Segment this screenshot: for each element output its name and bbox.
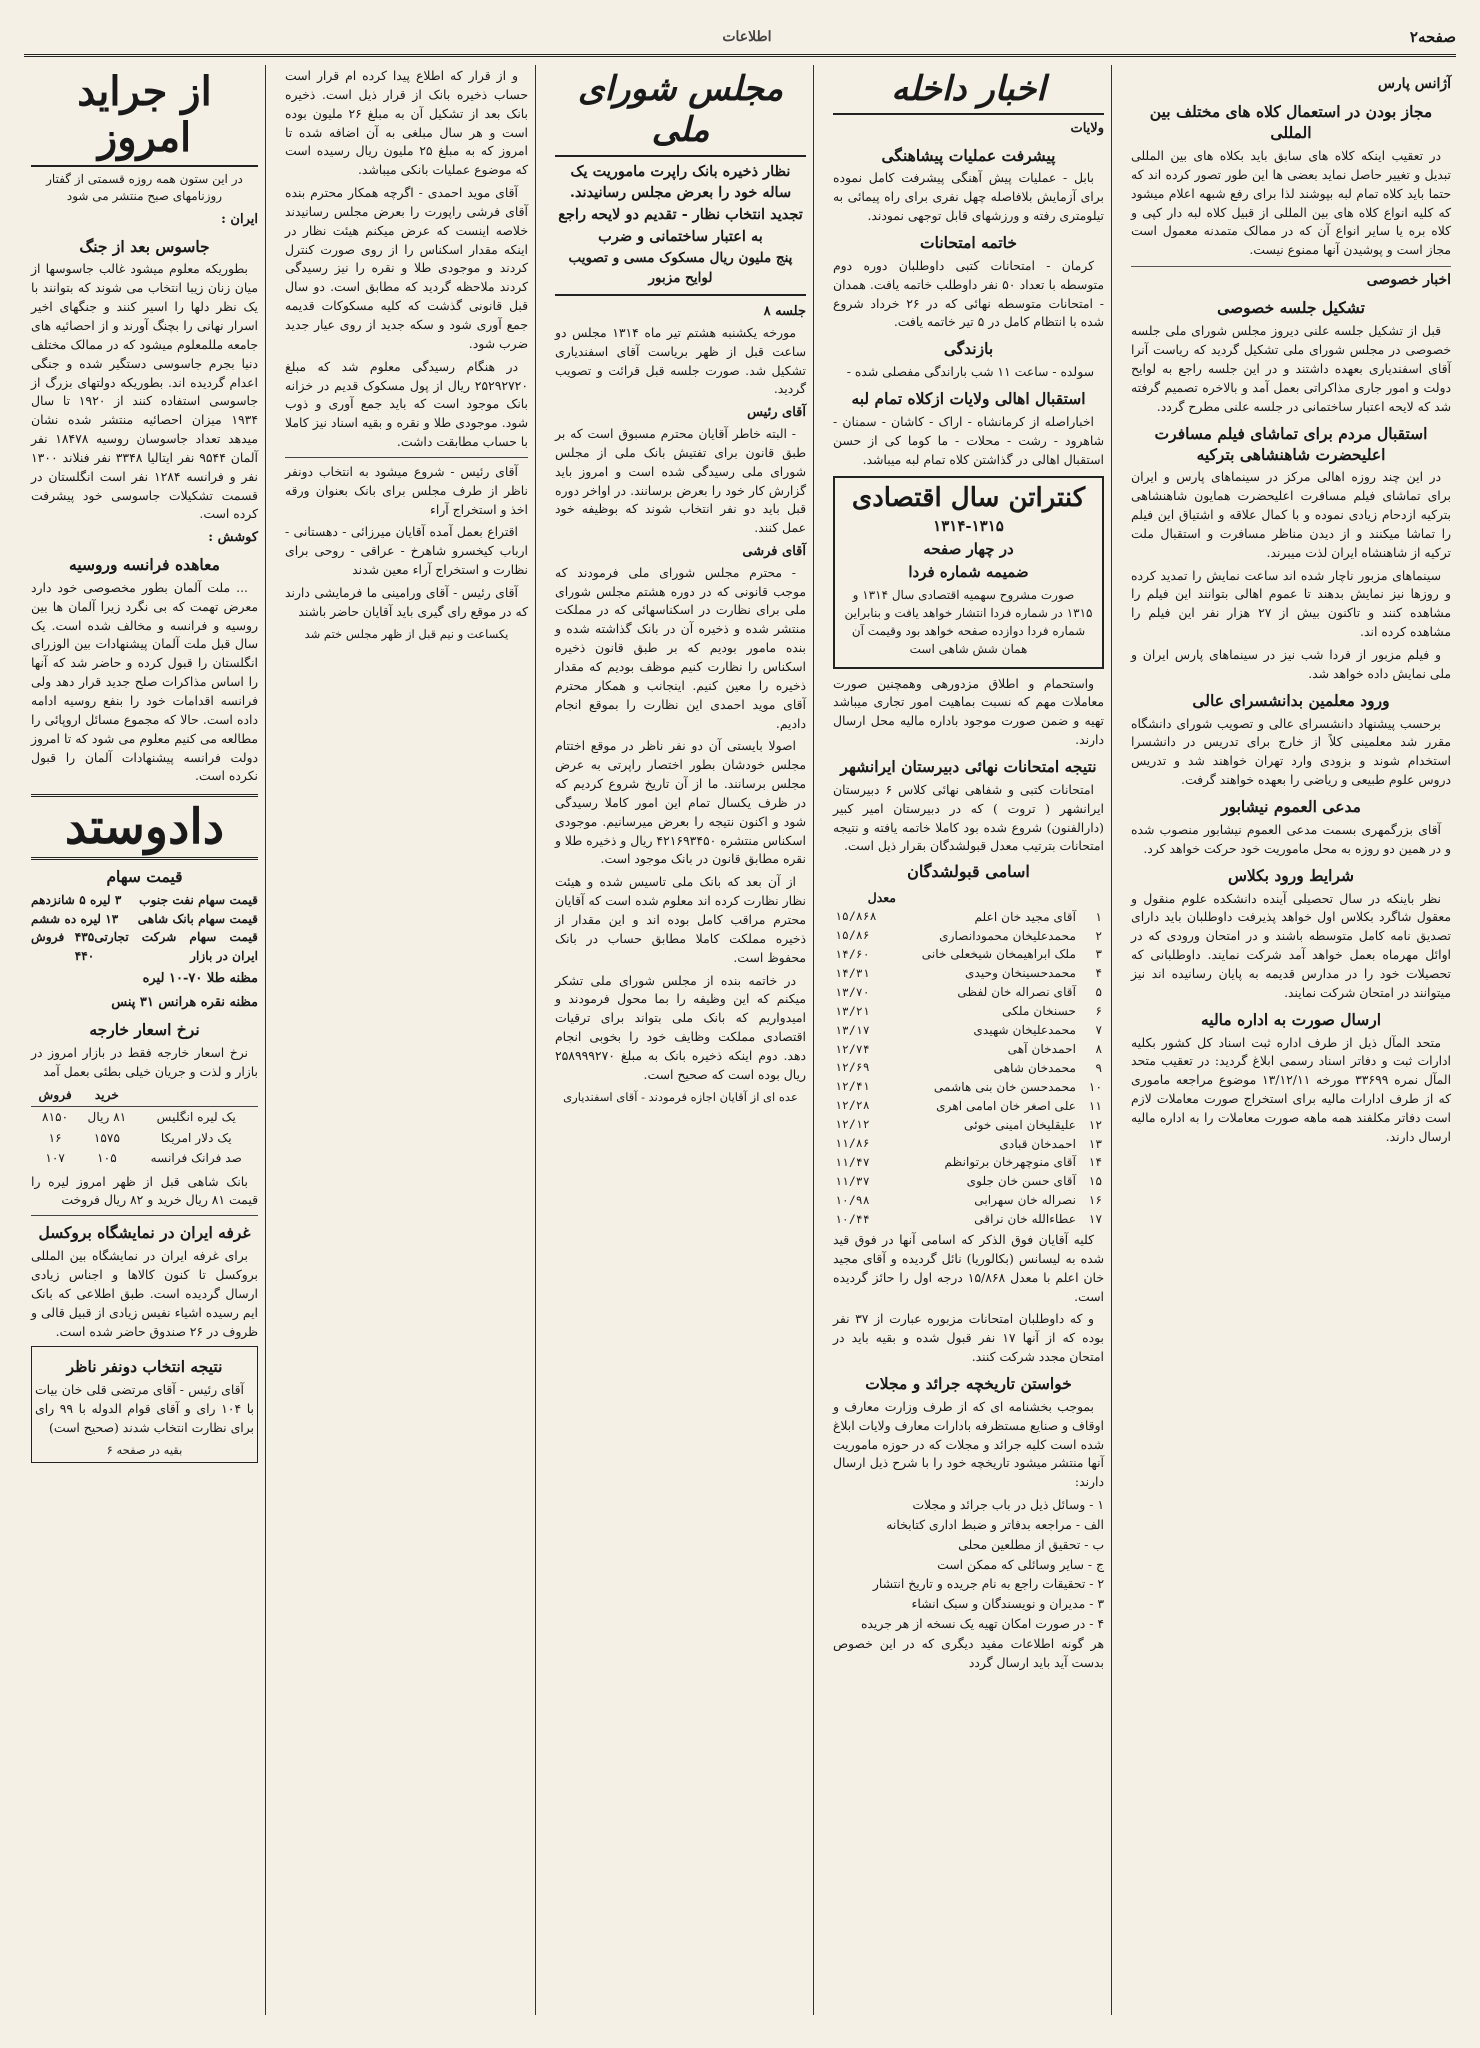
pars-head-teachers: ورود معلمین بدانشسرای عالی [1192,690,1390,710]
winner-number: ۷ [1095,1023,1102,1038]
winner-score: ۱۳/۱۷ [835,1022,870,1037]
dadosetad-banner: دادوستد [31,794,258,860]
page-header-bar [24,20,1456,57]
winner-score: ۱۳/۷۰ [835,984,870,999]
winner-name: احمدخان قبادی [999,1136,1076,1151]
majlis2-body-a: و از قرار که اطلاع پیدا کرده ام قرار است حساب ذخیره بانک از قرار ذیل است. ذخیره بانک بعد از تشکیل آن به مبلغ ۲۶ ملیون بوده است و هر سال مبلغی به آن اضافه شده تا امروز که به مبلغ ۲۵ ملیون ریال رسیده است که موضوع عملیات بانکی میباشد. [285,68,528,178]
journal-items [833,1496,1104,1673]
fx-cell: ۱۰۵ [97,1151,117,1166]
stock-row [31,891,258,910]
winner-score: ۱۲/۱۲ [835,1117,870,1132]
journal-item: ۴ - در صورت امکان تهیه یک نسخه از هر جریده [860,1616,1104,1632]
winner-name: آقای حسن خان جلوی [966,1174,1076,1189]
majlis2-body-d: آقای رئیس - شروع میشود به انتخاب دونفر ناظر از طرف مجلس برای بانک بعنوان ورقه اخذ و استخراج آراء [285,463,528,517]
majlis-body-f: در خاتمه بنده از مجلس شورای ملی تشکر میکنم که این وظیفه را بما محول فرمودند و امیدواریم که بانک ملی بتواند برای ترقیات اقتصادی مملکت وظایف خود را بخوبی انجام دهد. دوم اینکه ذخیره بانک به مبلغ ۲۵۸۹۹۹۲۷۰ ریال بوده است که صحیح است. [555,972,806,1082]
winner-score: ۱۰/۴۴ [835,1211,870,1226]
winners-header-row [833,887,1104,908]
winner-row [833,1040,1104,1059]
bank-note: بانک شاهی قبل از ظهر امروز لیره را قیمت ۸۱ ریال خرید و ۸۲ ریال فروخت [31,1173,258,1208]
vilayat-head-rain: بازندگی [943,339,994,359]
budget-box-sub2: ضمیمه شماره فردا [908,562,1029,581]
stock-value: ۱۳ لیره ده ششم [31,911,119,926]
column-pars [1124,65,1458,2015]
winner-row [833,1059,1104,1078]
journal-item: ۱ - وسائل ذیل در باب جرائد و مجلات [912,1497,1104,1513]
winners-title: اسامی قبولشدگان [907,862,1030,882]
fx-table [31,1085,258,1168]
winner-name: نصراله خان سهرابی [974,1193,1076,1208]
winner-number: ۶ [1095,1004,1102,1019]
winner-score: ۱۴/۳۱ [835,965,870,980]
majlis-body-d: اصولا بایستی آن دو نفر ناظر در موقع اختتام مجلس خودشان بطور اختصار راپرتی به عرض مجلس برسانند. ما از آن تاریخ شروع کردیم که در ظرف یکسال تمام این امور کاملا رسیدگی شود و اکنون نتیجه را بعرض میرسانیم. موجودی اسکناس منتشره ۴۲۱۶۹۳۴۵۰ ریال و ذخیره طلا و نقره مطابق قانون در بانک موجود است. [555,738,807,867]
divider [555,294,806,296]
budget-box-sub: در چهار صفحه [923,540,1014,559]
winner-number: ۱ [1095,909,1102,924]
winner-name: علیقلیخان امینی خوئی [964,1117,1076,1132]
winner-score: ۱۲/۲۸ [835,1098,870,1113]
winner-number: ۱۴ [1088,1155,1102,1170]
winner-number: ۱۷ [1088,1212,1102,1227]
stocks-title: قیمت سهام [106,867,183,887]
pars-head-prosecutor: مدعی العموم نیشابور [1221,797,1361,816]
winner-score: ۱۱/۴۷ [835,1154,870,1169]
continued-note: بقیه در صفحه ۶ [106,1442,183,1457]
majlis-title: مجلس شورای ملی [555,69,806,157]
winner-number: ۱۶ [1088,1193,1102,1208]
budget-box [833,476,1104,669]
winner-number: ۱۵ [1088,1174,1102,1189]
vilayat-body-journals: بموجب بخشنامه ای که از طرف وزارت معارف و اوقاف و صنایع مستظرفه بادارات معارف ولایات ابلاغ شده است کلیه جرائد و مجلات که در حوزه ماموریت آنها منتشر میشود تاریخچه خود را با شرح ذیل ارسال دارند: [833,1398,1104,1490]
gold-price: مظنه طلا ۷۰-۱۰ لیره [142,971,258,987]
winner-number: ۵ [1095,985,1102,1000]
stock-value: ۳ لیره ۵ شانزدهم [31,893,122,908]
winner-score: ۱۰/۹۸ [835,1192,870,1207]
vilayat-body-candidates: و که داوطلبان امتحانات مزبوره عبارت از ۳۷ نفر بوده که از آنها ۱۷ نفر قبول شده و بقیه باید در امتحان مجدد شرکت کنند. [833,1311,1104,1365]
fx-header-cell: فروش [31,1085,79,1106]
vilayat-head-iranshahr: نتیجه امتحانات نهائی دبیرستان ایرانشهر [840,757,1097,777]
jaraed-source-iran: ایران : [221,211,258,227]
overseers-body: آقای رئیس - آقای مرتضی قلی خان بیات با ۱۰۴ رای و آقای قوام الدوله با ۹۹ رای برای نظارت انتخاب شدند (صحیح است) [35,1382,254,1436]
vilayat-body-iranshahr: امتحانات کتبی و شفاهی نهائی کلاس ۶ دبیرستان ایرانشهر ( تروت ) که در دبیرستان امیر کبیر (دارالفنون) شروع شده بود کاملا خاتمه یافته و نتیجه امتحانات بترتیب معدل قبولشدگان بقرار ذیل است. [833,781,1104,854]
pars-head-finance: ارسال صورت به اداره مالیه [1200,1009,1382,1029]
winner-number: ۱۲ [1088,1117,1102,1132]
vilayat-head-hats: استقبال اهالی ولایات ازکلاه تمام لبه [851,389,1086,409]
stock-name: قیمت سهام نفت جنوب [139,893,258,908]
stocks-list [31,891,258,965]
winner-row [833,1191,1104,1210]
fx-header-cell [135,1085,258,1106]
fx-cell: یک لیره انگلیس [156,1109,236,1124]
column-majlis-1 [548,65,814,2015]
winner-number: ۲ [1095,928,1102,943]
pars-body-film-1: در این چند روزه اهالی مرکز در سینماهای پارس و ایران برای تماشای فیلم مسافرت اعلیحضرت همایون شاهنشاهی بترکیه ازدحام زیادی نموده و با کمال علاقه و اشتیاق این فیلم را تماشا میکنند و از دیدن مناظر مسافرت و استقبال ملت ترکیه از شاهنشاه ایران لذت میبرند. [1131,469,1451,560]
winner-number: ۴ [1095,966,1102,981]
winner-score: ۱۵/۸۶۸ [835,909,877,924]
column-jaraed [24,65,266,2015]
winner-name: محمدخان شاهی [993,1060,1076,1075]
stock-name: قیمت سهام بانک شاهی [137,911,258,926]
fx-cell: ۸۱۵۰ [42,1109,69,1124]
winner-name: محمدحسینخان وحیدی [964,966,1076,981]
winner-row [833,908,1104,927]
pars-head-class: شرایط ورود بکلاس [1227,865,1355,885]
budget-box-body: صورت مشروح سهمیه اقتصادی سال ۱۳۱۴ و ۱۳۱۵ در شماره فردا انتشار خواهد یافت و بنابراین شماره فردا دوازده صفحه خواهد بود وقیمت آن همان شش شاهی است [844,587,1093,657]
column-vilayat [826,65,1112,2015]
pars-agency: آژانس پارس [1377,76,1451,92]
stock-name: قیمت سهام شرکت تجارتی ایران در بازار [94,930,258,963]
majlis2-footer-note: یکساعت و نیم قبل از ظهر مجلس ختم شد [304,626,509,641]
winner-number: ۱۰ [1088,1079,1102,1094]
brussels-body: برای غرفه ایران در نمایشگاه بین المللی بروکسل تا کنون کالاها و اجناس زیادی ارسال گردیده است. طبق اطلاعی که بانک ایم رسیده اشیاء نفیس زیادی از قبیل قالی و ظروف در ۲۶ صندوق حاضر شده است. [31,1248,258,1339]
winners-body [833,908,1104,1229]
divider [285,457,528,458]
winner-name: عطاءالله خان نراقی [974,1212,1076,1227]
majlis-deck-line2: تجدید انتخاب نظار - تقدیم دو لایحه راجع به اعتبار ساختمانی و ضرب [558,206,803,245]
pars-body-film-3: و فیلم مزبور از فردا شب نیز در سینماهای پارس ایران و ملی نمایش داده خواهد شد. [1131,647,1451,681]
stock-value: ۴۳۵ فروش ۴۴۰ [31,930,95,963]
jaraed-body-spy: بطوریکه معلوم میشود غالب جاسوسها از میان زنان زیبا انتخاب می شوند که بتوانند با یک نظر دلها را اسیر کنند و جنگهای اخیر اسرار نهانی را بچنگ آورند و از احصائیه های جامعه مللمعلوم میشود که در ممالک مختلف دنیا بجرم جاسوسی دستگیر شده و جنگی اعدام گردیده اند. بطوریکه دولتهای بزرگ از جاسوسی استفاده کنند از ۱۹۲۰ تا سال ۱۹۳۴ میزان احصائیه منتشر شده نشان میدهد تعداد جاسوسان روسیه ۱۸۴۷۸ نفر آلمان ۹۵۴۴ نفر ایتالیا ۳۳۴۸ نفر فنلاند ۱۳۰۰ نفر و فرانسه ۱۲۸۴ نفر است انگلستان در قسمت تشکیلات جاسوسی خود پیشرفت کرده است. [31,261,258,522]
masthead-label: اطلاعات [722,29,772,45]
divider [31,1215,258,1216]
jaraed-head-spy: جاسوس بعد از جنگ [79,236,210,256]
jaraed-title: از جراید امروز [31,69,258,167]
pars-body-class: نظر باینکه در سال تحصیلی آینده دانشکده علوم منقول و معقول شاگرد بکلاس اول خواهد پذیرفت داوطلبان باید دارای تصدیق نامه کامل متوسطه باشند و در امتحان ورودی که در اوائل مهرماه بعمل خواهد آمد شرکت نمایند. داوطلبانی که تحصیلات خود را در مدارس قدیمه به پایان رسانیده اند نیز میتوانند در امتحان شرکت نمایند. [1131,890,1451,1000]
winner-score: ۱۲/۴۱ [835,1079,870,1094]
session-label: جلسه ۸ [763,304,806,320]
majlis-body-a: مورخه یکشنبه هشتم تیر ماه ۱۳۱۴ مجلس دو ساعت قبل از ظهر بریاست آقای اسفندیاری تشکیل شد. صورت جلسه قبل قرائت و تصویب گردید. [555,324,806,397]
vilayat-head-journals: خواستن تاریخچه جرائد و مجلات [865,1373,1072,1393]
fx-row [31,1148,258,1169]
journal-item: ج - سایر وسائلی که ممکن است [937,1556,1104,1572]
winner-name: محمدعلیخان شهیدی [973,1023,1076,1038]
winner-row [833,964,1104,983]
winner-score: ۱۱/۳۷ [835,1173,870,1188]
winner-name: حسنخان ملکی [1002,1004,1076,1019]
winner-score: ۱۲/۷۴ [835,1041,870,1056]
winner-row [833,1021,1104,1040]
journal-item: ۳ - مدیران و نویسندگان و سبک انشاء [911,1596,1104,1612]
overseers-title: نتیجه انتخاب دونفر ناظر [66,1357,223,1377]
winner-name: محمدحسن خان بنی هاشمی [933,1079,1076,1094]
winner-score: ۱۵/۸۶ [835,928,870,943]
winners-header-name [897,887,1078,908]
majlis-body-b: - البته خاطر آقایان محترم مسبوق است که بر طبق قانون برای تفتیش بانک ملی از مجلس شورای ملی رسیدگی شده است و امروز باید گزارش کار خود را بعرض برسانند. در اواخر دوره قبل باید دو نفر انتخاب شوند که بوظیفه خود عمل کنند. [555,425,806,536]
winner-number: ۱۳ [1088,1136,1102,1151]
majlis2-body-e: اقتراع بعمل آمده آقایان میرزائی - دهستانی - ارباب کیخسرو شاهرخ - عراقی - روحی برای نظارت و استخراج آراء معین شدند [285,524,528,578]
pars-section-private: اخبار خصوصی [1131,266,1451,291]
stock-row [31,928,258,965]
fx-cell: ۱۰۷ [45,1151,65,1166]
fx-cell: ۱۵۷۵ [93,1130,121,1145]
winner-name: آقای منوچهرخان برتوانظم [944,1155,1076,1170]
winner-number: ۱۱ [1088,1098,1102,1113]
pars-head-film: استقبال مردم برای تماشای فیلم مسافرت اعلیحضرت شاهنشاهی بترکیه [1154,423,1428,464]
speaker-2: آقای فرشی [742,544,806,560]
majlis-footer-note: عده ای از آقایان اجازه فرمودند - آقای اسفندیاری [563,1089,798,1104]
winners-header-num [1078,887,1104,908]
fx-cell: صد فرانک فرانسه [150,1151,243,1166]
vilayat-body-winners-note: کلیه آقایان فوق الذکر که اسامی آنها در فوق قید شده به لیسانس (بکالوریا) نائل گردیده و آقای مجید خان اعلم با معدل ۱۵/۸۶۸ درجه اول را حائز گردیده است. [833,1232,1104,1304]
journal-item: هر گونه اطلاعات مفید دیگری که در این خصوص بدست آید باید ارسال گردد [833,1635,1104,1670]
vilayat-body-hats: اخباراصله از کرمانشاه - اراک - کاشان - سمنان - شاهرود - رشت - محلات - ما کوما کی از حسن استقبال اهالی در گذاشتن کلاه تمام لبه میباشد. [833,413,1104,467]
winner-score: ۱۱/۸۶ [835,1136,870,1151]
fx-cell: یک دلار امریکا [160,1130,232,1145]
winner-row [833,983,1104,1002]
majlis2-body-b: آقای موید احمدی - اگرچه همکار محترم بنده آقای فرشی راپورت را بعرض مجلس رسانیدند خلاصه اینست که عرض میکنم هیئت نظار در اینکه مقدار اسکناس را از روی صورت کنترل کردند و موجودی طلا و نقره را نیز رسیدگی کردند ملاحظه گردید که مطابق است. دو سال قبل قانونی گذشت که کلیه مسکوکات قدیمه جمع آوری شود و سکه جدید از روی عیار جدید ضرب شود. [285,185,528,351]
winner-row [833,1172,1104,1191]
vilayat-head-scouts: پیشرفت عملیات پیشاهنگی [881,145,1056,165]
columns-grid [24,65,1456,2015]
winner-row [833,945,1104,964]
majlis-deck-line1: نظار ذخیره بانک راپرت ماموریت یک ساله خود را بعرض مجلس رسانیدند. [569,162,792,202]
majlis2-body-f: آقای رئیس - آقای ورامینی ما فرمایشی دارند که در موقع رای گیری باید آقایان حاضر باشند [285,584,528,619]
pars-body-session: قبل از تشکیل جلسه علنی دیروز مجلس شورای ملی جلسه خصوصی در مجلس شورای ملی تشکیل گردید که ریاست آنرا آقای اسفندیاری بعهده داشتند و در این جلسه راجع به لوایح دولت و امور جاری مذاکراتی بعمل آمد و بالاخره تصمیم گرفته شد که لایحه اعتبار ساختمانی در جلسه علنی مطرح گردد. [1131,323,1451,414]
journal-item: ب - تحقیق از مطلعین محلی [958,1536,1104,1552]
journal-item: الف - مراجعه بدفاتر و ضبط اداری کتابخانه [886,1516,1104,1532]
page-number: صفحه۲ [1409,28,1456,46]
winner-name: محمدعلیخان محمودانصاری [939,928,1076,943]
winners-table [833,887,1104,1229]
winner-score: ۱۳/۲۱ [835,1003,870,1018]
winner-score: ۱۲/۶۹ [835,1060,870,1075]
winner-row [833,1116,1104,1135]
winner-name: علی اصغر خان امامی اهری [936,1098,1076,1113]
fx-row [31,1128,258,1149]
pars-body-hats: در تعقیب اینکه کلاه های سابق باید بکلاه های بین المللی تبدیل و تغییر حاصل نماید بعضی ها این طور تصور کرده اند که حتما باید کلاه تمام لبه بپوشند لذا برای رفع شبهه اعلام میشود که کلیه انواع کلاه های بین المللی از قبیل کلاه لبه دار کپی و کلاه بره یا سایر انواع آن که در ممالک متمدنه معمول است مجاز است و پوشیدن آنها ممنوع نیست. [1131,148,1451,258]
pars-body-teachers: برحسب پیشنهاد دانشسرای عالی و تصویب شورای دانشگاه مقرر شد معلمینی کلاً از خارج برای تدریس در دانشسرا استخدام شوند و بزودی وارد تهران خواهند شد و تدریس دروس علوم طبیعی و ریاضی را بعهده خواهند گرفت. [1131,715,1451,788]
majlis2-body-c: در هنگام رسیدگی معلوم شد که مبلغ ۲۵۲۹۲۷۲۰ ریال از پول مسکوک قدیم در خزانه بانک موجود است که باید جمع آوری و ذوب شود. موجودی طلا و نقره و بقیه اسناد نیز کاملا با حساب مطابقت داشت. [285,358,528,450]
fx-row [31,1106,258,1127]
journal-item: ۲ - تحقیقات راجع به نام جریده و تاریخ انتشار [872,1576,1104,1592]
winners-header-score: معدل [867,889,896,905]
fx-note: نرخ اسعار خارجه فقط در بازار امروز در بازار و لذت و جریان خیلی بطئی بعمل آمد [31,1044,258,1079]
vilayat-body-scouts: بابل - عملیات پیش آهنگی پیشرفت کامل نموده برای آزمایش بلافاصله چهل نفری برای راه پیمائی به تیلومتری رفته و ورزشهای قابل توجهی نمودند. [833,170,1104,224]
winner-row [833,927,1104,946]
majlis-body-e: از آن بعد که بانک ملی تاسیس شده و هیئت نظار نظارت کرده اند معلوم شده است که آقایان محترم مراقب کامل بوده اند و این مقدار از ذخیره مملکت کاملا مطابق حساب در بانک محفوظ است. [555,874,806,965]
budget-box-title: کنتراتن سال اقتصادی [851,482,1086,513]
fx-header-row [31,1085,258,1106]
winner-row [833,1097,1104,1116]
akhbar-title: اخبار داخله [833,69,1104,115]
brussels-head: غرفه ایران در نمایشگاه بروکسل [38,1223,251,1243]
majlis-deck-line3: پنج ملیون ریال مسکوک مسی و تصویب لوایح مزبور [568,249,793,286]
winner-name: آقای نصراله خان لفظی [957,985,1076,1000]
pars-body-film-2: سینماهای مزبور ناچار شده اند ساعت نمایش را تمدید کرده و روزها نیز نمایش بدهند تا عموم اهالی بتوانند این فیلم را مشاهده کنند و تاکنون بیش از ۲۷ هزار نفر این فیلم را مشاهده کرده اند. [1131,567,1452,640]
vilayat-body-trade: واستحمام و اطلاق مزدورهی وهمچنین صورت معاملات مهم که نسبت بماهیت امور تجاری میباشد تهیه و ضمن صورت موجود باداره مالیه محل ارسال دارند. [833,675,1104,748]
winner-name: احمدخان آهی [1007,1041,1076,1056]
pars-head-hats: مجاز بودن در استعمال کلاه های مختلف بین المللی [1149,102,1433,143]
budget-box-date: ۱۳۱۴-۱۳۱۵ [933,517,1004,536]
fx-title: نرخ اسعار خارجه [89,1019,200,1039]
winner-row [833,1153,1104,1172]
speaker-1: آقای رئیس [747,405,806,421]
jaraed-body-treaty: ... ملت آلمان بطور مخصوصی خود دارد معرض تهمت که بی نگرد زیرا آلمان ها بین روسیه و فرانسه و مخالف شده است. یک سال قبل ملت آلمان پیشنهادات بین الوزرای انگلستان را قبول کرده و حاضر شد که آنها را اساس مذاکرات صلح جدید قرار دهد ولی فرانسه اقدامات خود را بنفع روسیه ادامه داده است. حالا که مجموع مسائل اروپائی را مطالعه می کنیم معلوم می شود که تا امروز دولت فرانسه پیشنهادات آلمان را قبول نکرده است. [31,579,258,784]
column-majlis-2 [278,65,536,2015]
winner-name: آقای مجید خان اعلم [974,909,1076,924]
winner-row [833,1210,1104,1229]
jaraed-lede: در این ستون همه روزه قسمتی از گفتار روزنامهای صبح منتشر می شود [46,172,243,204]
winner-name: ملک ابراهیمخان شیخعلی خانی [921,947,1076,962]
silver-price: مظنه نقره هرانس ۳۱ پنس [111,995,258,1011]
winner-number: ۳ [1095,947,1102,962]
vilayat-body-exams: کرمان - امتحانات کتبی داوطلبان دوره دوم متوسطه با تعداد ۵۰ نفر داوطلب خاتمه یافت. همدان - امتحانات متوسطه نهائی که در ۲۶ خرداد شروع شده با انتظام کامل در ۵ تیر خاتمه یافت. [833,257,1104,330]
pars-head-session: تشکیل جلسه خصوصی [1217,298,1365,318]
vilayat-section: ولایات [1070,120,1104,136]
jaraed-head-treaty: معاهده فرانسه وروسیه [69,555,220,575]
winner-number: ۸ [1095,1041,1102,1056]
fx-cell: ۸۱ ریال [87,1109,127,1124]
vilayat-body-rain: سولده - ساعت ۱۱ شب باراندگی مفصلی شده - [846,364,1094,380]
jaraed-source-koshesh: کوشش : [208,530,258,546]
overseers-box [31,1346,258,1463]
stock-row [31,910,258,929]
winner-row [833,1078,1104,1097]
fx-cell: ۱۶ [48,1130,62,1145]
vilayat-head-exams: خاتمه امتحانات [920,233,1017,252]
fx-header-cell: خرید [79,1085,134,1106]
pars-body-finance: متحد المآل ذیل از طرف اداره ثبت اسناد کل کشور بکلیه ادارات ثبت و دفاتر اسناد رسمی ابلاغ گردید: در تعقیب متحد المآل نمره ۳۳۶۹۹ مورخه ۱۳/۱۲/۱۱ موضوع مراجعه ماموری که از طرف ادارات مالیه برای استخراج صورت معاملات لازم است دفاتر مکلفند همه ماهه صورت معاملات را به اداره مالیه ارسال دارند. [1131,1034,1452,1144]
pars-body-prosecutor: آقای بزرگمهری بسمت مدعی العموم نیشابور منصوب شده و در همین دو روزه به محل ماموریت خود حرکت خواهد کرد. [1131,821,1451,856]
winner-row [833,1002,1104,1021]
winner-row [833,1135,1104,1154]
majlis-body-c: - محترم مجلس شورای ملی فرمودند که موجب قانونی که در دوره هشتم مجلس شورای ملی برای نظارت در اسکناسهائی که در مملکت منتشر شده و ذخیره آن در بانک گذاشته شده و بنده مامور بودیم که بر طبق قانون ذخیره اسکناس را نظارت کنیم موظف بودیم که مقدار ذخیره را معین کنیم. اینجانب و همکار محترم آقای موید احمدی این نظارت را بموقع انجام دادیم. [555,564,806,731]
winner-number: ۹ [1095,1060,1102,1075]
winner-score: ۱۴/۶۰ [835,946,870,961]
majlis-deck [555,161,806,289]
